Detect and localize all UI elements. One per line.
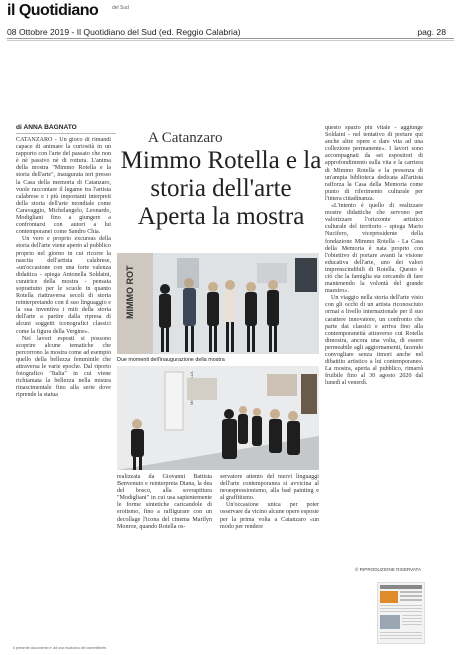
article-column-3 (220, 474, 319, 531)
page-thumbnail (377, 582, 425, 644)
page-number: pag. 28 (417, 27, 446, 37)
article-column-4 (325, 125, 423, 565)
headline: Mimmo Rotella e la storia dell'arte Aperta la mostra (120, 147, 322, 230)
copyright-credit: © RIPRODUZIONE RISERVATA (355, 567, 422, 572)
article-paragraph: questo spazio più vitale - aggiunge Soldaini - nel tentativo di portare qui anche altre opere e dare vita ad una collezione permanente». I lavori sono accompagnati da sei espositori di approfondimento sulla vita e la carriera di Mimmo Rotella e la presenza di un'ampia biblioteca dedicata all'artista rafforza la Casa della Memoria come punto di riferimento culturale per l'intera cittadinanza. (325, 125, 423, 202)
photo-illustration-2 (117, 366, 319, 470)
kicker: A Catanzaro (148, 130, 223, 146)
photo-sign-text: MIMMO ROT (125, 265, 135, 319)
photo-inauguration-1 (117, 253, 319, 354)
article-column-1 (16, 137, 111, 607)
article-paragraph: Nei lavori esposti si possono scoprire alcune tematiche che percorrono la mostra come ad esempio quello della bellezza femminile che attraversa le varie epoche. Dal riporto fotografico "Italia" in cui viene richiamata la bellezza nella misura rinascimentale fino alla serie dove riprende la statua (16, 335, 111, 399)
newspaper-logo: il Quotidiano (7, 2, 99, 19)
photo-caption: Due momenti dell'inaugurazione della mostra (117, 357, 225, 363)
article-paragraph: Un vero e proprio excursus della storia dell'arte viene aperto al pubblico proprio nel giorno in cui ricorre la nascita dell'artista calabrese, «un'occasione con una forte valenza didattica - spiega Antonella Soldaini, curatrice della mostra - pensata soprattutto per le scuole in quanto Rotella riattraversa secoli di storia reinterpretando con il suo linguaggio e la sua inventiva i miti della storia dell'arte a partire dalla ripresa di alcuni soggetti iconografici classici come la figura della Vergine». (16, 236, 111, 335)
article-paragraph: Un viaggio nella storia dell'arte visto con gli occhi di un artista riconosciuto ormai a livello internazionale per il suo carattere innovatore, un confronto che parte dai classici e arriva fino alla contemporaneità attraverso cui Rotella dimostra, ancora una volta, di essere permeabile agli aggiornamenti, facendo convogliare senza timori anche nel dibattito artistico a lui contemporaneo. La mostra, aperta al pubblico, rimarrà fruibile fino al 30 agosto 2020 dal lunedì al venerdì. (325, 295, 423, 387)
article-paragraph: realizzata da Giovanni Battista Benvenuto e reinterpreta Diana, la dea del bosco, alla sovrapittura "Modigliani" in cui usa sapientemente le forme sintetiche caricandole di erotismo, fino a raffigurare con un decollage l'icona del cinema Marilyn Monroe, quando Rotella os- (117, 474, 212, 530)
dateline: 08 Ottobre 2019 - Il Quotidiano del Sud (ed. Reggio Calabria) (7, 27, 241, 37)
newspaper-logo-sub: del Sud (112, 5, 129, 11)
article-paragraph: Un'occasione unica per poter osservare da vicino alcune opere esposte per la prima volta a Catanzaro «un modo per rendere (220, 502, 319, 530)
photo-inauguration-2 (117, 366, 319, 470)
article-paragraph: servatore attento del nuovi linguaggi dell'arte contemporanea si avvicina al neoespressionismo, alla bad painting e al graffitismo. (220, 474, 319, 502)
article-paragraph: «L'intento è quello di realizzare mostre didattiche che servono per valorizzare l'orizzonte artistico culturale del territorio - spiega Mario Nucifero, vicepresidente della fondazione Mimmo Rotella - La Casa della Memoria è nata proprio con l'obiettivo di portare avanti la visione educativa dell'arte, uno dei valori imprenscindibili di Rotella. Questo è ciò che la famiglia sta cercando di fare mantenendo la volontà del grande maestro». (325, 203, 423, 295)
byline: di ANNA BAGNATO (16, 124, 77, 131)
article-paragraph: CATANZARO - Un gioco di rimandi capace di animare la curiosità in un rapporto con l'arte del passato che non è nè passivo nè di rottura. L'anima della mostra "Mimmo Rotella e la storia dell'arte", inaugurata ieri presso la Casa della memoria di Catanzaro, vuole raccontare il legame tra l'artista calabrese e i più importanti interpreti della storia dell'arte mondiale come Caravaggio, Michelangelo, Leonardo, Modigliani fino a giungere a confrontarsi con autori a lui contemporanei come Sandro Chia. (16, 137, 111, 236)
footer-note: Il presente documento e' ad uso esclusivo del committente. (13, 646, 108, 650)
page-thumbnail-image (378, 583, 424, 643)
header-rule (7, 38, 454, 39)
article-column-2 (117, 474, 212, 531)
photo-illustration-1 (117, 253, 319, 354)
header-rule-thin (7, 40, 454, 41)
byline-rule (16, 133, 116, 134)
